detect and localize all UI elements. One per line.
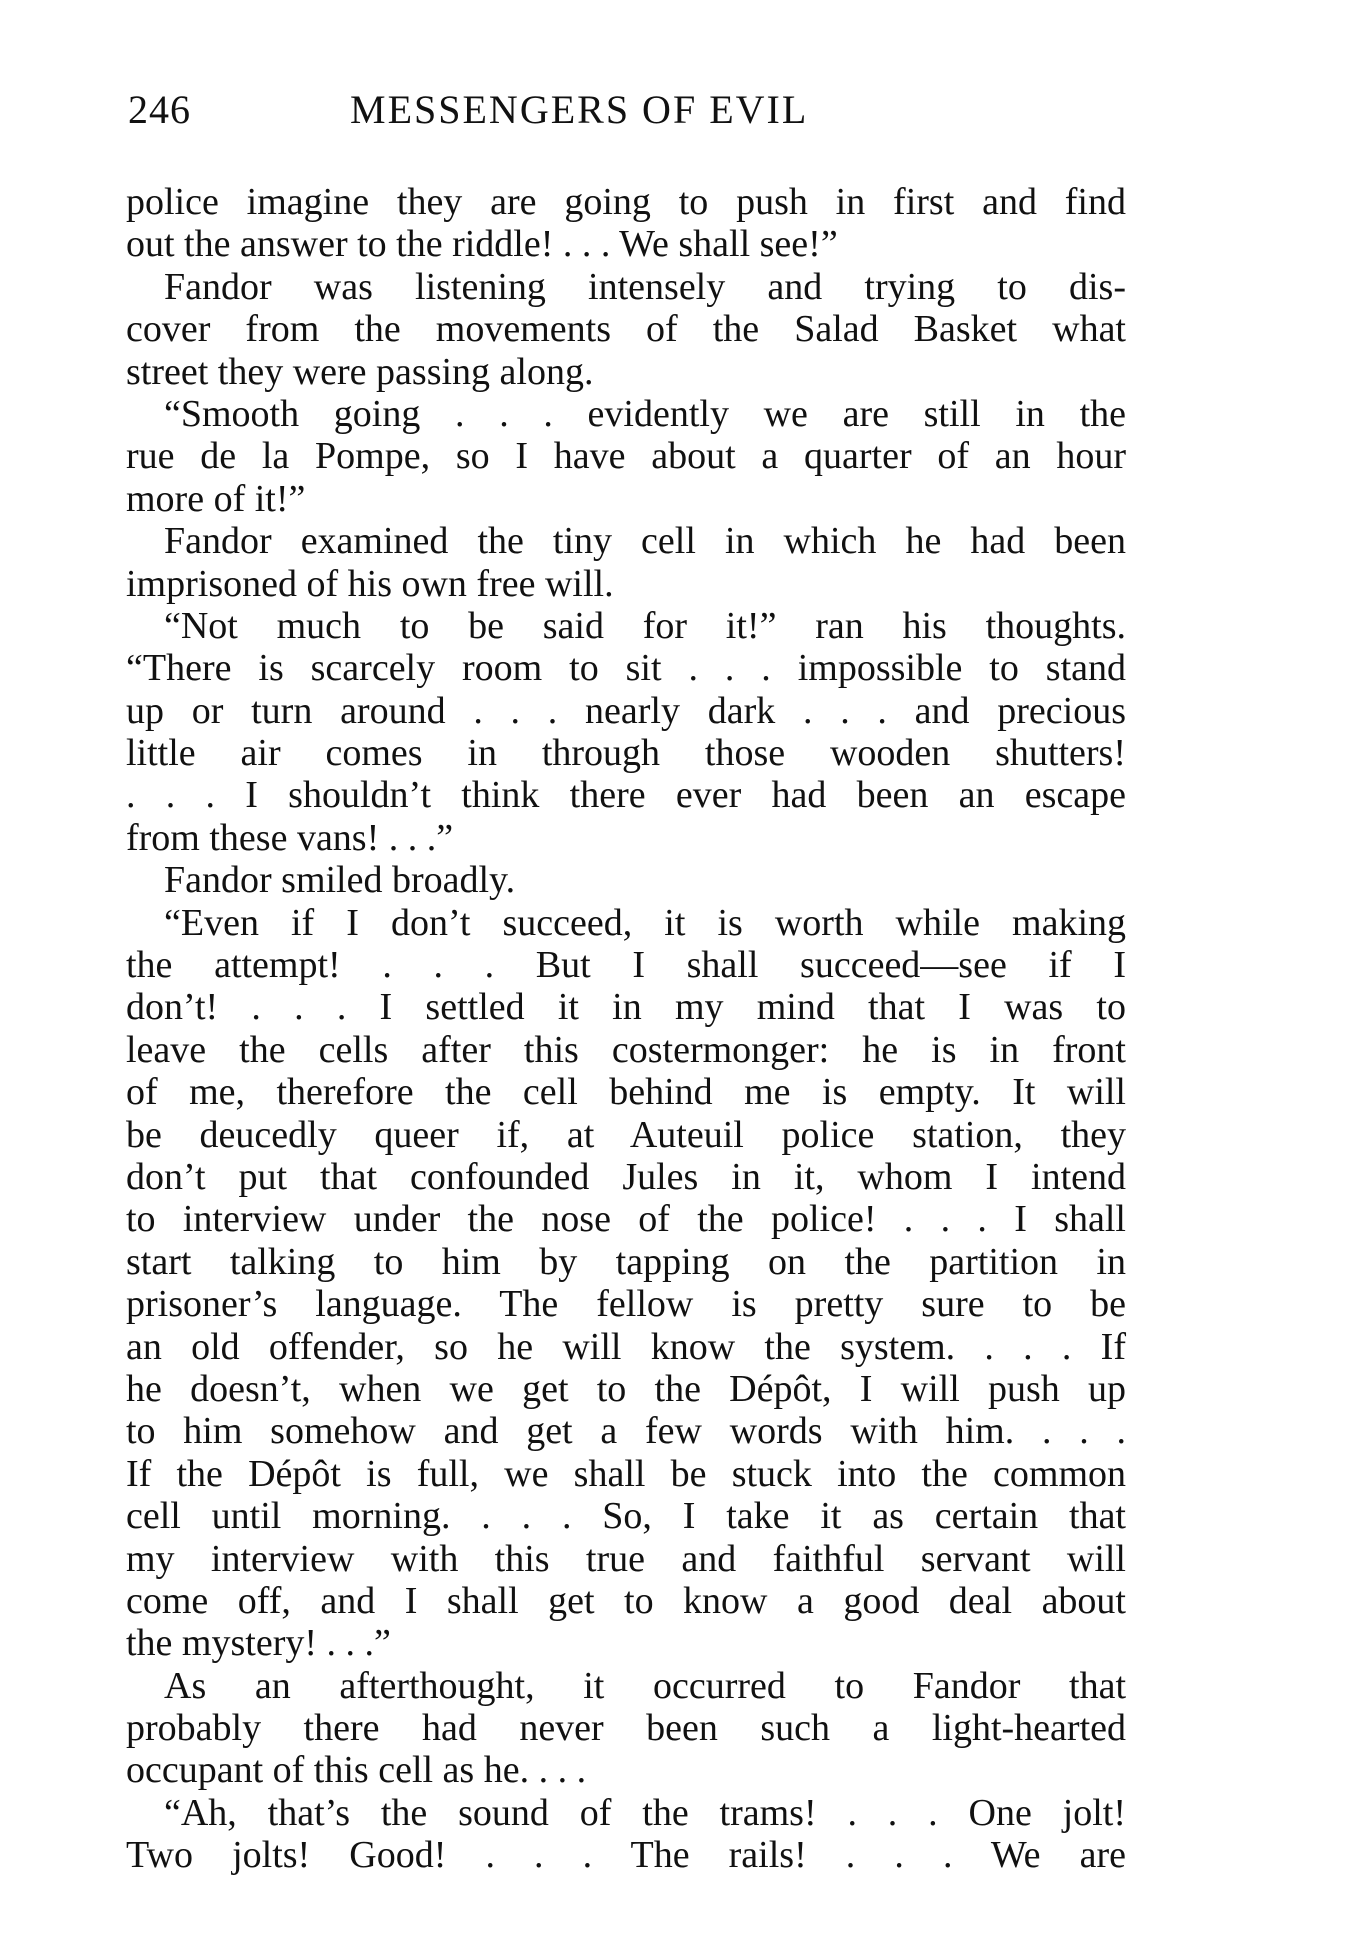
text-line: up or turn around . . . nearly dark . . . and precious [126,689,1126,732]
text-line: be deucedly queer if, at Auteuil police station, they [126,1113,1126,1156]
text-line: from these vans! . . .” [126,816,454,859]
text-line: start talking to him by tapping on the partition in [126,1240,1126,1283]
text-line: rue de la Pompe, so I have about a quarter of an hour [126,435,1126,478]
text-line: “Smooth going . . . evidently we are still in the [164,392,1126,435]
text-line: Fandor smiled broadly. [164,859,516,902]
text-line: If the Dépôt is full, we shall be stuck into the common [126,1452,1126,1495]
text-line: an old offender, so he will know the system. . . . If [126,1325,1126,1368]
text-line: the attempt! . . . But I shall succeed—see if I [126,944,1126,987]
text-line: imprisoned of his own free will. [126,562,614,605]
text-line: don’t put that confounded Jules in it, whom I intend [126,1155,1126,1198]
text-line: police imagine they are going to push in first and find [126,181,1126,223]
text-line: As an afterthought, it occurred to Fandor that [164,1664,1126,1707]
text-line: come off, and I shall get to know a good deal about [126,1579,1126,1622]
body-text [126,181,1126,1877]
text-line: probably there had never been such a light-hearted [126,1707,1126,1750]
text-line: more of it!” [126,477,306,520]
text-line: the mystery! . . .” [126,1622,391,1665]
text-line: “Even if I don’t succeed, it is worth while making [164,901,1126,944]
text-line: to him somehow and get a few words with him. . . . [126,1410,1126,1453]
text-line: “There is scarcely room to sit . . . impossible to stand [126,647,1126,690]
text-line: he doesn’t, when we get to the Dépôt, I will push up [126,1367,1126,1410]
text-line: of me, therefore the cell behind me is empty. It will [126,1071,1126,1114]
page-number: 246 [128,87,191,132]
text-line: don’t! . . . I settled it in my mind that I was to [126,986,1126,1029]
text-line: “Not much to be said for it!” ran his thoughts. [164,604,1126,647]
text-line: prisoner’s language. The fellow is pretty sure to be [126,1283,1126,1326]
text-line: street they were passing along. [126,350,594,393]
text-line: “Ah, that’s the sound of the trams! . . . One jolt! [164,1791,1126,1834]
running-head-title: MESSENGERS OF EVIL [350,87,809,132]
text-line: Two jolts! Good! . . . The rails! . . . We are [126,1834,1126,1877]
text-line: Fandor examined the tiny cell in which he had been [164,520,1126,563]
text-line: occupant of this cell as he. . . . [126,1749,587,1792]
text-line: cover from the movements of the Salad Basket what [126,308,1126,351]
text-line: little air comes in through those wooden shutters! [126,732,1126,775]
text-line: . . . I shouldn’t think there ever had been an escape [126,774,1126,817]
text-line: Fandor was listening intensely and trying to dis- [164,265,1126,308]
text-line: cell until morning. . . . So, I take it as certain that [126,1495,1126,1538]
text-line: my interview with this true and faithful servant will [126,1537,1126,1580]
text-line: out the answer to the riddle! . . . We shall see!” [126,223,838,266]
text-line: leave the cells after this costermonger: he is in front [126,1028,1126,1071]
text-line: to interview under the nose of the police! . . . I shall [126,1198,1126,1241]
